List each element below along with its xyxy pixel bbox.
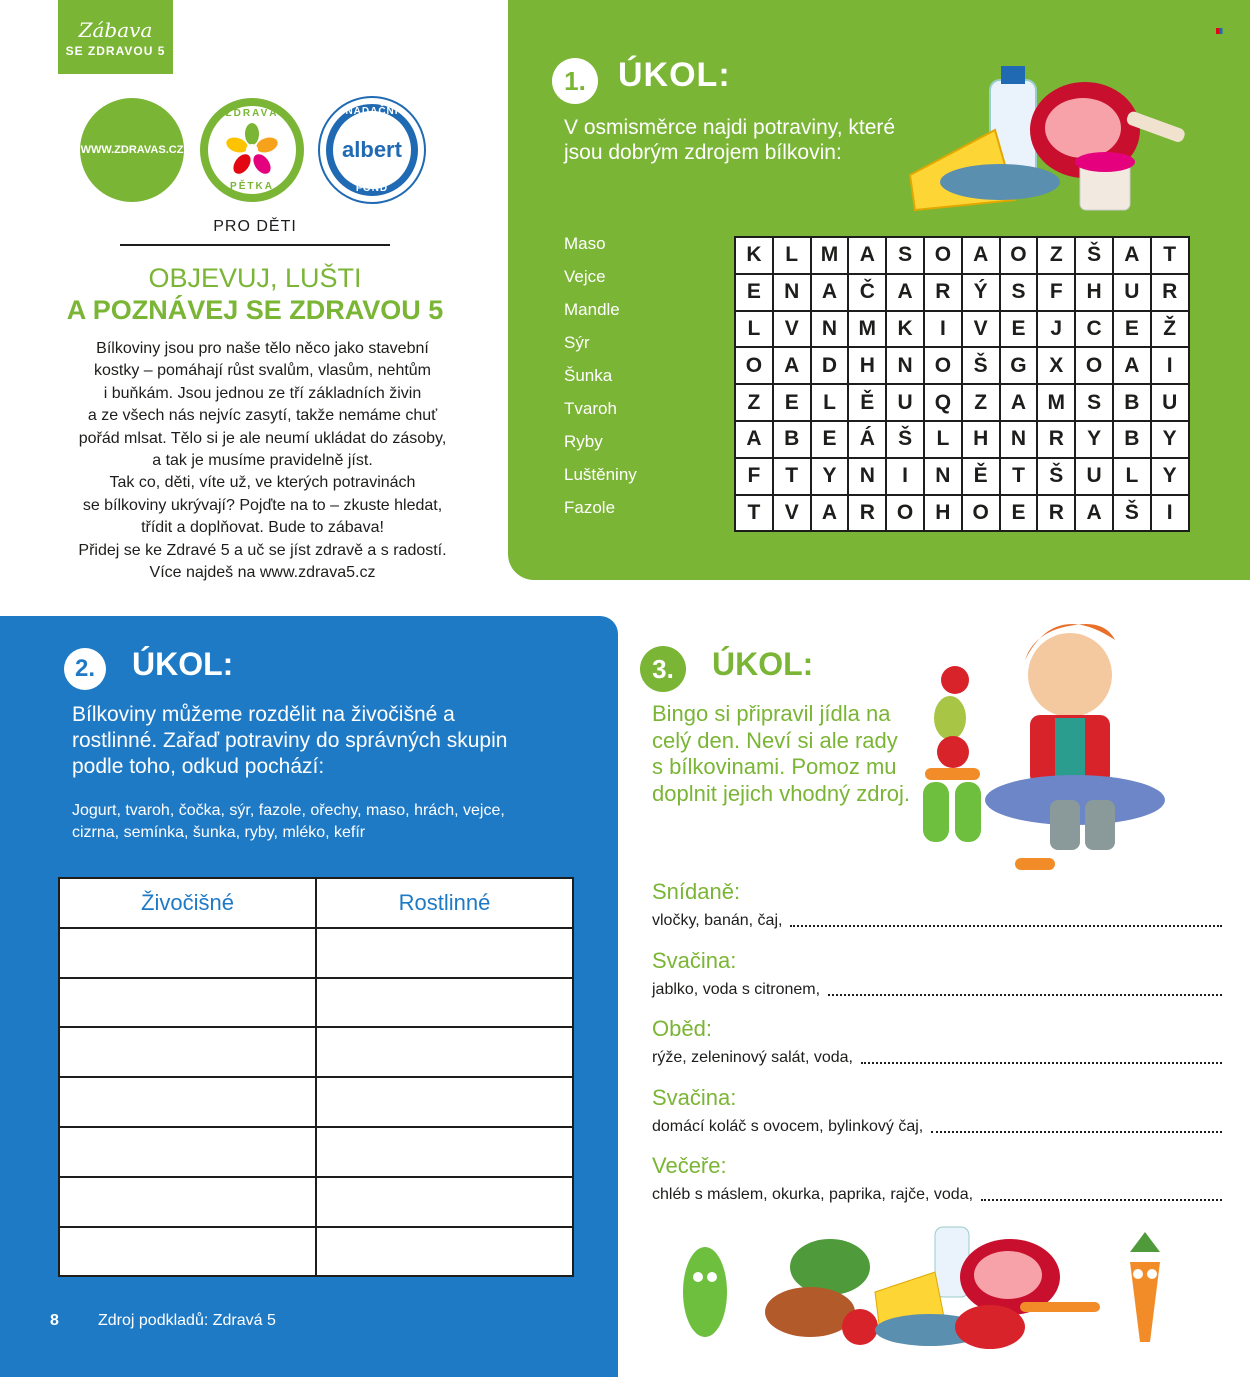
table-cell[interactable]	[316, 928, 573, 978]
grid-cell[interactable]: R	[924, 274, 962, 311]
table-cell[interactable]	[59, 928, 316, 978]
protein-foods-illustration	[905, 60, 1210, 215]
meal-desc: rýže, zeleninový salát, voda,	[652, 1049, 853, 1066]
meal-desc: domácí koláč s ovocem, bylinkový čaj,	[652, 1118, 924, 1135]
grid-cell[interactable]: A	[811, 495, 849, 532]
food-list: Jogurt, tvaroh, čočka, sýr, fazole, ořechy, maso, hrách, vejce, cizrna, semínka, šunka, ryby, mléko, kefír	[72, 802, 505, 841]
grid-cell[interactable]: Z	[962, 384, 1000, 421]
grid-cell[interactable]: V	[773, 311, 811, 348]
grid-cell[interactable]: Q	[924, 384, 962, 421]
grid-cell[interactable]: Ě	[962, 458, 1000, 495]
meal-desc: vločky, banán, čaj,	[652, 912, 783, 929]
grid-cell[interactable]: Y	[1151, 458, 1189, 495]
task3-title: ÚKOL:	[712, 646, 814, 682]
grid-cell[interactable]: O	[962, 495, 1000, 532]
grid-cell[interactable]: U	[886, 384, 924, 421]
zdravas-url: WWW.ZDRAVAS.CZ	[80, 144, 184, 156]
meal-title: Oběd:	[652, 1016, 712, 1041]
table-cell[interactable]	[59, 978, 316, 1028]
grid-cell[interactable]: Š	[1075, 237, 1113, 274]
grid-cell[interactable]: H	[1075, 274, 1113, 311]
grid-cell[interactable]: E	[1000, 311, 1038, 348]
grid-cell[interactable]: A	[735, 421, 773, 458]
grid-cell[interactable]: Á	[848, 421, 886, 458]
word-item: Mandle	[564, 300, 620, 319]
grid-cell[interactable]: J	[1037, 311, 1075, 348]
fond-top-text: NADAČNÍ	[345, 106, 399, 117]
grid-cell[interactable]: K	[886, 311, 924, 348]
grid-cell[interactable]: N	[773, 274, 811, 311]
headline-line2: A POZNÁVEJ SE ZDRAVOU 5	[66, 295, 444, 325]
grid-cell[interactable]: V	[773, 495, 811, 532]
grid-cell[interactable]: Š	[962, 347, 1000, 384]
petka-top-text: ZDRAVÁ	[225, 108, 279, 119]
answer-line[interactable]	[828, 994, 1222, 996]
grid-cell[interactable]: F	[1037, 274, 1075, 311]
grid-cell[interactable]: L	[735, 311, 773, 348]
grid-cell[interactable]: G	[1000, 347, 1038, 384]
task1-title: ÚKOL:	[618, 56, 731, 94]
grid-cell[interactable]: T	[1151, 237, 1189, 274]
meal-snidane	[652, 878, 1232, 930]
grid-cell[interactable]: R	[1037, 495, 1075, 532]
word-list	[564, 232, 637, 529]
fond-bottom-text: FOND	[355, 183, 389, 194]
grid-cell[interactable]: N	[848, 458, 886, 495]
grid-cell[interactable]: Ě	[848, 384, 886, 421]
meal-title: Večeře:	[652, 1153, 727, 1178]
grid-cell[interactable]: D	[811, 347, 849, 384]
grid-cell[interactable]: Š	[1037, 458, 1075, 495]
audience-label: PRO DĚTI	[120, 218, 390, 246]
table-cell[interactable]	[59, 1077, 316, 1127]
task1-text: V osmisměrce najdi potraviny, které jsou dobrým zdrojem bílkovin:	[564, 116, 896, 164]
grid-row	[735, 237, 1189, 274]
grid-row	[735, 311, 1189, 348]
meal-title: Svačina:	[652, 948, 737, 973]
word-item: Maso	[564, 234, 606, 253]
answer-line[interactable]	[861, 1062, 1222, 1064]
boy-illustration	[905, 600, 1205, 890]
table-cell[interactable]	[316, 1177, 573, 1227]
grid-cell[interactable]: Č	[848, 274, 886, 311]
grid-cell[interactable]: O	[886, 495, 924, 532]
grid-cell[interactable]: A	[962, 237, 1000, 274]
grid-cell[interactable]: M	[848, 311, 886, 348]
grid-cell[interactable]: A	[773, 347, 811, 384]
grid-cell[interactable]: M	[1037, 384, 1075, 421]
grid-cell[interactable]: A	[886, 274, 924, 311]
grid-cell[interactable]: T	[1000, 458, 1038, 495]
word-item: Šunka	[564, 366, 613, 385]
flower-icon	[224, 122, 280, 178]
table-cell[interactable]	[59, 1127, 316, 1177]
grid-cell[interactable]: Ž	[1151, 311, 1189, 348]
grid-cell[interactable]: L	[811, 384, 849, 421]
table-cell[interactable]	[316, 978, 573, 1028]
grid-cell[interactable]: T	[773, 458, 811, 495]
grid-cell[interactable]: R	[1037, 421, 1075, 458]
grid-cell[interactable]: Y	[811, 458, 849, 495]
meal-svacina-2	[652, 1084, 1232, 1136]
grid-cell[interactable]: Š	[1113, 495, 1151, 532]
meal-vecere	[652, 1152, 1232, 1204]
grid-cell[interactable]: A	[1000, 384, 1038, 421]
table-cell[interactable]	[59, 1227, 316, 1277]
grid-cell[interactable]: E	[811, 421, 849, 458]
source-note: Zdroj podkladů: Zdravá 5	[98, 1312, 276, 1329]
grid-cell[interactable]: Z	[1037, 237, 1075, 274]
grid-cell[interactable]: L	[773, 237, 811, 274]
grid-cell[interactable]: E	[1000, 495, 1038, 532]
word-search-grid[interactable]	[734, 236, 1190, 532]
page-number: 8	[50, 1312, 59, 1329]
tag-title: Zábava	[78, 18, 153, 42]
grid-cell[interactable]: B	[1113, 421, 1151, 458]
grid-cell[interactable]: E	[773, 384, 811, 421]
table-cell[interactable]	[316, 1127, 573, 1177]
answer-line[interactable]	[931, 1131, 1222, 1133]
grid-cell[interactable]: F	[735, 458, 773, 495]
grid-cell[interactable]: K	[735, 237, 773, 274]
tag-subtitle: SE ZDRAVOU 5	[65, 44, 166, 58]
grid-cell[interactable]: E	[1113, 311, 1151, 348]
grid-cell[interactable]: B	[1113, 384, 1151, 421]
grid-cell[interactable]: N	[886, 347, 924, 384]
zdrava-petka-logo	[200, 98, 304, 202]
grid-cell[interactable]: N	[811, 311, 849, 348]
petka-bottom-text: PĚTKA	[230, 181, 274, 192]
grid-row	[735, 274, 1189, 311]
meal-title: Svačina:	[652, 1085, 737, 1110]
grid-cell[interactable]: O	[1000, 237, 1038, 274]
grid-cell[interactable]: Ý	[962, 274, 1000, 311]
flag-icon	[1216, 28, 1226, 34]
grid-cell[interactable]: A	[1113, 237, 1151, 274]
grid-cell[interactable]: A	[1113, 347, 1151, 384]
grid-cell[interactable]: T	[735, 495, 773, 532]
zdravas-logo	[80, 98, 184, 202]
grid-cell[interactable]: I	[1151, 347, 1189, 384]
grid-cell[interactable]: I	[924, 311, 962, 348]
grid-row	[735, 495, 1189, 532]
grid-cell[interactable]: O	[924, 237, 962, 274]
grid-cell[interactable]: L	[1113, 458, 1151, 495]
meal-desc: chléb s máslem, okurka, paprika, rajče, voda,	[652, 1186, 974, 1203]
grid-cell[interactable]: A	[1075, 495, 1113, 532]
section-tag	[58, 0, 173, 74]
grid-cell[interactable]: N	[924, 458, 962, 495]
answer-line[interactable]	[981, 1199, 1222, 1201]
grid-cell[interactable]: R	[848, 495, 886, 532]
task2-number: 2.	[64, 648, 106, 690]
grid-cell[interactable]: U	[1075, 458, 1113, 495]
grid-cell[interactable]: H	[962, 421, 1000, 458]
grid-cell[interactable]: H	[924, 495, 962, 532]
word-item: Sýr	[564, 333, 590, 352]
column-animal: Živočišné	[59, 878, 316, 928]
albert-wordmark: albert	[333, 111, 411, 189]
grid-cell[interactable]: A	[848, 237, 886, 274]
grid-cell[interactable]: B	[773, 421, 811, 458]
grid-cell[interactable]: I	[886, 458, 924, 495]
grid-row	[735, 347, 1189, 384]
task3-number: 3.	[640, 646, 686, 692]
grid-row	[735, 421, 1189, 458]
grid-cell[interactable]: A	[811, 274, 849, 311]
answer-line[interactable]	[790, 925, 1222, 927]
grid-cell[interactable]: V	[962, 311, 1000, 348]
grid-cell[interactable]: S	[886, 237, 924, 274]
grid-cell[interactable]: U	[1113, 274, 1151, 311]
grid-cell[interactable]: N	[1000, 421, 1038, 458]
food-characters-illustration	[660, 1222, 1180, 1372]
table-cell[interactable]	[59, 1027, 316, 1077]
task2-title: ÚKOL:	[132, 646, 234, 682]
column-plant: Rostlinné	[316, 878, 573, 928]
grid-cell[interactable]: I	[1151, 495, 1189, 532]
grid-cell[interactable]: Š	[886, 421, 924, 458]
headline-line1: OBJEVUJ, LUŠTI	[148, 263, 362, 293]
meal-obed	[652, 1015, 1232, 1067]
word-item: Ryby	[564, 432, 603, 451]
meal-svacina-1	[652, 947, 1232, 999]
grid-cell[interactable]: Y	[1151, 421, 1189, 458]
grid-cell[interactable]: O	[1075, 347, 1113, 384]
meal-title: Snídaně:	[652, 879, 741, 904]
table-cell[interactable]	[316, 1027, 573, 1077]
grid-cell[interactable]: O	[735, 347, 773, 384]
grid-cell[interactable]: U	[1151, 384, 1189, 421]
meal-desc: jablko, voda s citronem,	[652, 981, 821, 998]
grid-cell[interactable]: O	[924, 347, 962, 384]
grid-cell[interactable]: L	[924, 421, 962, 458]
task1-number: 1.	[552, 58, 598, 104]
word-item: Fazole	[564, 498, 616, 517]
task3-text: Bingo si připravil jídla na celý den. Neví si ale rady s bílkovinami. Pomoz mu doplnit jejich vhodný zdroj.	[652, 701, 911, 806]
grid-cell[interactable]: R	[1151, 274, 1189, 311]
table-cell[interactable]	[316, 1227, 573, 1277]
grid-cell[interactable]: S	[1000, 274, 1038, 311]
task2-text: Bílkoviny můžeme rozdělit na živočišné a rostlinné. Zařaď potraviny do správných skupin podle toho, odkud pochází:	[72, 703, 508, 778]
grid-cell[interactable]: H	[848, 347, 886, 384]
word-item: Luštěniny	[564, 465, 637, 484]
table-cell[interactable]	[316, 1077, 573, 1127]
sorting-table	[58, 877, 574, 1277]
word-item: Vejce	[564, 267, 606, 286]
grid-row	[735, 384, 1189, 421]
grid-cell[interactable]: S	[1075, 384, 1113, 421]
grid-cell[interactable]: M	[811, 237, 849, 274]
grid-cell[interactable]: E	[735, 274, 773, 311]
intro-text: Bílkoviny jsou pro naše tělo něco jako stavební kostky – pomáhají růst svalům, vlasům, nehtům i buňkám. Jsou jednou ze tří základních živin a ze všech nás nejvíc zasytí, takže nemáme chuť pořád mlsat. Tělo si je ale neumí ukládat do zásoby, a tak je musíme pravidelně jíst. Tak co, děti, víte už, ve kterých potravinách se bílkoviny ukrývají? Pojďte na to – zkuste hledat, třídit a doplňovat. Bude to zábava! Přidej se ke Zdravé 5 a uč se jíst zdravě a s radostí. Více najdeš na www.zdrava5.cz	[78, 340, 447, 582]
grid-cell[interactable]: Z	[735, 384, 773, 421]
grid-cell[interactable]: C	[1075, 311, 1113, 348]
grid-cell[interactable]: Y	[1075, 421, 1113, 458]
word-item: Tvaroh	[564, 399, 617, 418]
table-cell[interactable]	[59, 1177, 316, 1227]
grid-row	[735, 458, 1189, 495]
grid-cell[interactable]: X	[1037, 347, 1075, 384]
albert-fond-logo	[320, 98, 424, 202]
